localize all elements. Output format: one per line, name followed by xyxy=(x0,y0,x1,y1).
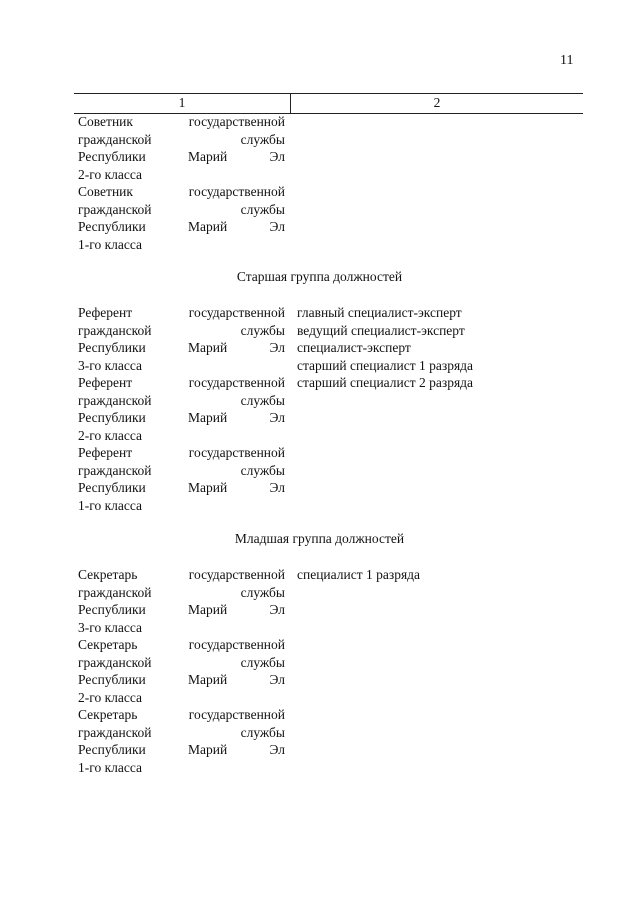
rank-class: 3-го класса xyxy=(78,357,142,373)
position-item: ведущий специалист-эксперт xyxy=(297,322,465,338)
word: Эл xyxy=(269,742,285,757)
word: Марий xyxy=(188,742,228,757)
block-sekretar xyxy=(78,566,538,776)
table-header-col1: 1 xyxy=(74,94,291,113)
word: службы xyxy=(240,131,285,147)
junior-positions xyxy=(297,566,420,584)
title-word: Советник xyxy=(78,184,133,199)
position-item: специалист 1 разряда xyxy=(297,567,421,582)
word: службы xyxy=(240,392,285,408)
word: службы xyxy=(240,201,285,217)
rank-entry xyxy=(78,444,285,514)
word: Марий xyxy=(188,602,228,617)
rank-class: 1-го класса xyxy=(78,759,142,775)
block-referent xyxy=(78,304,538,514)
word: службы xyxy=(240,322,285,338)
word: Республики xyxy=(78,410,146,425)
position-item: старший специалист 2 разряда xyxy=(297,375,474,390)
rank-entry xyxy=(78,113,285,183)
word: службы xyxy=(240,462,285,478)
word: государственной xyxy=(188,445,285,460)
rank-class: 2-го класса xyxy=(78,166,142,182)
word: государственной xyxy=(188,375,285,390)
word: Республики xyxy=(78,149,146,164)
word: Марий xyxy=(188,219,228,234)
title-word: Секретарь xyxy=(78,567,138,582)
word: государственной xyxy=(188,114,285,129)
word: гражданской xyxy=(78,322,152,338)
junior-group-title: Младшая группа должностей xyxy=(234,531,405,546)
position-item: главный специалист-эксперт xyxy=(297,305,462,320)
word: гражданской xyxy=(78,131,152,147)
word: Республики xyxy=(78,219,146,234)
word: Республики xyxy=(78,742,146,757)
rank-class: 2-го класса xyxy=(78,427,142,443)
rank-entry xyxy=(78,183,285,253)
word: государственной xyxy=(188,637,285,652)
word: Эл xyxy=(269,410,285,425)
page-number: 11 xyxy=(560,53,574,68)
position-item: старший специалист 1 разряда xyxy=(297,357,474,373)
word: гражданской xyxy=(78,462,152,478)
word: Эл xyxy=(269,602,285,617)
title-word: Референт xyxy=(78,445,133,460)
word: гражданской xyxy=(78,654,152,670)
word: Марий xyxy=(188,149,228,164)
rank-entry xyxy=(78,374,285,444)
word: Республики xyxy=(78,602,146,617)
rank-entry xyxy=(78,636,285,706)
word: службы xyxy=(240,724,285,740)
word: государственной xyxy=(188,707,285,722)
word: Эл xyxy=(269,219,285,234)
word: Марий xyxy=(188,672,228,687)
block-sovetnik xyxy=(78,113,538,253)
word: Эл xyxy=(269,340,285,355)
position-item: специалист-эксперт xyxy=(297,340,411,355)
word: гражданской xyxy=(78,392,152,408)
rank-entry xyxy=(78,566,285,636)
rank-class: 1-го класса xyxy=(78,497,142,513)
rank-class: 2-го класса xyxy=(78,689,142,705)
word: гражданской xyxy=(78,724,152,740)
word: службы xyxy=(240,584,285,600)
word: Республики xyxy=(78,340,146,355)
senior-group-title: Старшая группа должностей xyxy=(236,269,403,284)
title-word: Референт xyxy=(78,305,133,320)
word: Марий xyxy=(188,480,228,495)
word: государственной xyxy=(188,567,285,582)
word: Марий xyxy=(188,410,228,425)
rank-entry xyxy=(78,706,285,776)
title-word: Секретарь xyxy=(78,637,138,652)
word: государственной xyxy=(188,305,285,320)
word: Республики xyxy=(78,480,146,495)
word: гражданской xyxy=(78,584,152,600)
word: службы xyxy=(240,654,285,670)
word: Эл xyxy=(269,480,285,495)
word: Эл xyxy=(269,149,285,164)
word: Республики xyxy=(78,672,146,687)
table-header xyxy=(74,93,583,114)
word: Марий xyxy=(188,340,228,355)
title-word: Советник xyxy=(78,114,133,129)
word: государственной xyxy=(188,184,285,199)
word: Эл xyxy=(269,672,285,687)
senior-positions xyxy=(297,304,473,392)
table-header-col2: 2 xyxy=(433,95,441,110)
rank-entry xyxy=(78,304,285,374)
rank-class: 1-го класса xyxy=(78,236,142,252)
rank-class: 3-го класса xyxy=(78,619,142,635)
word: гражданской xyxy=(78,201,152,217)
title-word: Секретарь xyxy=(78,707,138,722)
title-word: Референт xyxy=(78,375,133,390)
